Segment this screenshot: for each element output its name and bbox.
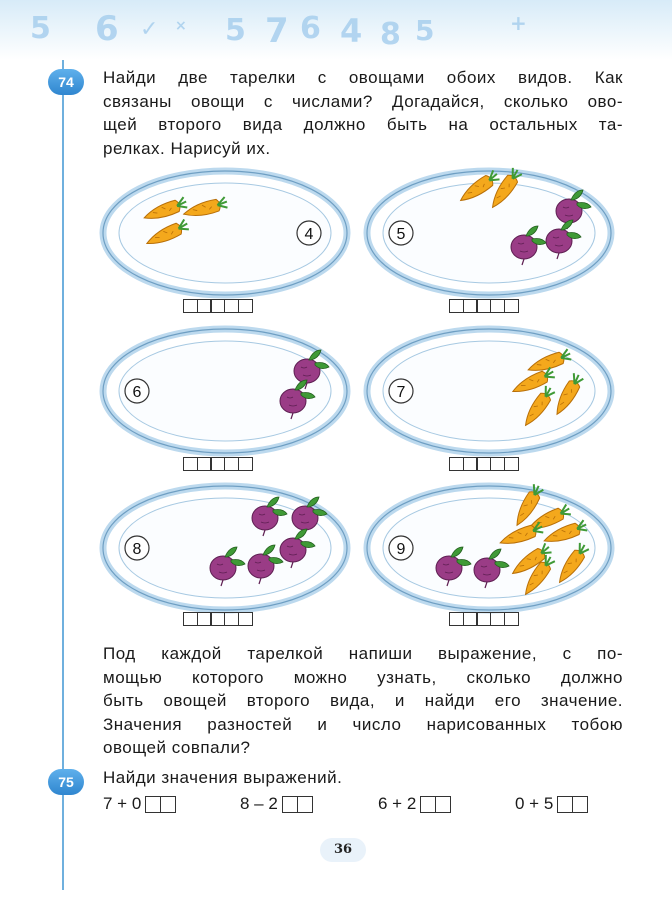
expression <box>378 794 450 814</box>
plate <box>103 171 347 295</box>
banner-glyph: 5 <box>225 13 246 48</box>
answer-cells[interactable] <box>449 612 518 626</box>
plate <box>367 329 611 453</box>
text-line: Значения разностей и число нарисованных тобою <box>103 714 623 734</box>
text-line: мощью которого можно узнать, сколько должно <box>103 667 623 687</box>
expression-text: 7 + 0 <box>103 794 142 813</box>
expression <box>515 794 587 814</box>
answer-cells[interactable] <box>183 299 252 313</box>
expression-text: 6 + 2 <box>378 794 417 813</box>
banner-glyph: + <box>510 11 527 35</box>
plate-number-text: 6 <box>132 384 142 401</box>
banner-glyph: ✓ <box>140 17 159 42</box>
expression <box>103 794 175 814</box>
plate <box>367 483 611 610</box>
plate-number <box>389 379 413 403</box>
plate <box>367 167 611 295</box>
task-number-badge: 75 <box>48 769 84 795</box>
text-line: связаны овощи с числами? Догадайся, сколько ово- <box>103 91 623 111</box>
plate-number <box>125 536 149 560</box>
banner-glyph: 7 <box>265 11 289 51</box>
text-line: быть овощей второго вида, и найди его значение. <box>103 691 623 711</box>
plate-number <box>389 536 413 560</box>
answer-cells[interactable] <box>183 457 252 471</box>
task-75-prompt: Найди значения выражений. <box>103 768 343 787</box>
banner-glyph: 8 <box>380 17 401 52</box>
text-line: Найди две тарелки с овощами обоих видов. Как <box>103 68 623 87</box>
task-74-followup <box>103 642 623 760</box>
plate <box>103 486 347 610</box>
banner-glyph: 5 <box>415 14 435 47</box>
answer-cells[interactable] <box>145 796 174 813</box>
banner-glyph: 4 <box>340 12 363 50</box>
expression <box>240 794 311 814</box>
answer-cells[interactable] <box>420 796 449 813</box>
plate-number-text: 9 <box>396 541 406 558</box>
text-line: Под каждой тарелкой напиши выражение, с по- <box>103 644 623 663</box>
text-line: щей второго вида должно быть на остальных та- <box>103 115 623 135</box>
plate-number-text: 4 <box>304 226 314 243</box>
plate <box>103 329 347 453</box>
text-line: овощей совпали? <box>103 738 251 758</box>
plate-number-text: 8 <box>132 541 142 558</box>
plate-number <box>389 221 413 245</box>
answer-cells[interactable] <box>557 796 586 813</box>
expression-text: 0 + 5 <box>515 794 554 813</box>
plate-number <box>125 379 149 403</box>
task-number-badge: 74 <box>48 69 84 95</box>
page-number: 36 <box>320 838 366 862</box>
text-line: релках. Нарисуй их. <box>103 138 271 158</box>
answer-cells[interactable] <box>449 299 518 313</box>
plate-number-text: 5 <box>396 226 406 243</box>
answer-cells[interactable] <box>282 796 311 813</box>
answer-cells[interactable] <box>449 457 518 471</box>
expression-text: 8 – 2 <box>240 794 278 813</box>
banner-glyph: 6 <box>95 9 119 49</box>
plate-number-text: 7 <box>396 384 406 401</box>
banner-glyph: × <box>175 18 187 34</box>
answer-cells[interactable] <box>183 612 252 626</box>
plate-number <box>297 221 321 245</box>
banner-glyph: 6 <box>300 11 321 46</box>
banner-glyph: 5 <box>30 11 51 46</box>
